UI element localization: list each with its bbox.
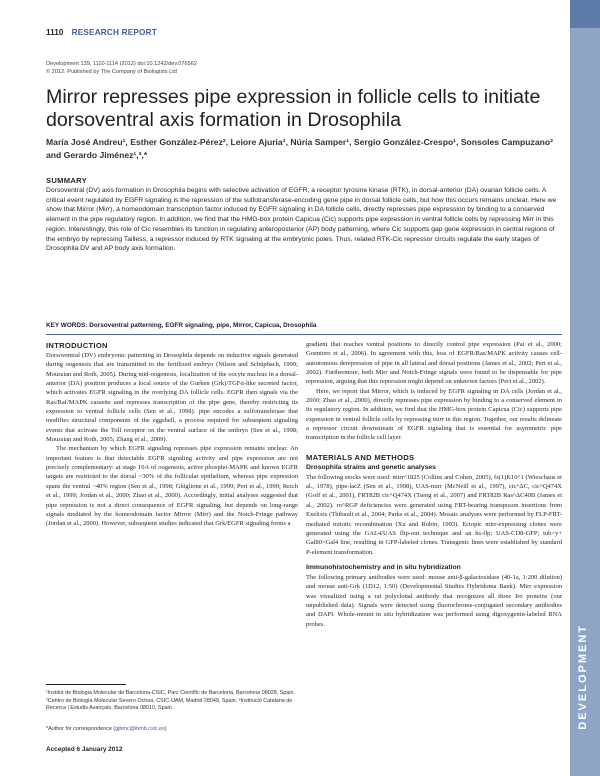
correspondence-email-link[interactable]: gjbmc@ibmb.csic.es <box>115 726 165 732</box>
methods-subheading-2: Immunohistochemistry and in situ hybridization <box>306 563 461 571</box>
sidebar-label: DEVELOPMENT <box>577 624 589 730</box>
right-column <box>306 340 562 629</box>
page-number: 1110 <box>46 28 64 37</box>
left-column <box>46 340 298 529</box>
correspondence-suffix: ) <box>164 726 167 732</box>
journal-sidebar <box>570 0 600 776</box>
page-header <box>46 28 157 37</box>
summary-text: Dorsoventral (DV) axis formation in Drosophila begins with selective activation of EGFR, a receptor tyrosine kinase (RTK), in dorsal-anterior (DA) ovarian follicle cells. A critical event regulated by EGFR signaling is the repression of the sulfotransferase-encoding gene pipe in dorsal follicle cells, but how this occurs remains unclear. Here we show that Mirror (Mirr), a homeodomain transcription factor induced by EGFR signaling in DA follicle cells, directly represses pipe expression by binding to a conserved element in the pipe regulatory region. In addition, we find that the HMG-box protein Capicua (Cic) supports pipe expression in ventral follicle cells by repressing Mirr in this region. Interestingly, this role of Cic resembles its function in regulating anteroposterior (AP) body patterning, where Cic supports gap gene expression in central regions of the embryo by repressing Tailless, a repressor induced by RTK signaling at the embryonic poles. Thus, related RTK-Cic repressor circuits regulate the early stages of Drosophila DV and AP body axis formation. <box>46 187 557 253</box>
author-list: María José Andreu¹, Esther González-Pérez², Leiore Ajuria¹, Núria Samper¹, Sergio González-Crespo¹, Sonsoles Campuzano² and Gerardo Jiménez¹,³,* <box>46 137 553 160</box>
copyright-line: © 2012. Published by The Company of Biologists Ltd <box>46 69 177 75</box>
section-divider <box>46 334 562 335</box>
accepted-date: Accepted 6 January 2012 <box>46 746 123 753</box>
intro-heading: INTRODUCTION <box>46 341 108 350</box>
methods-paragraph-1: The following stocks were used: mirr^1825 (Collins and Cohen, 2005), fs(1)K10^1 (Wieschaus et al., 1978), pipe-lacZ (Sen et al., 1998), UAS-mirr (McNeill et al., 1997), cic^ΔC, cic^Q474X (Goff et al., 2001), FRT82B cic^Q474X (Tseng et al., 2007) and FRT82B Ras^ΔC40B (James et al., 2002). ro^RGP deficiencies were generated using FRT-bearing transposon insertions from Exelixis (Thibault et al., 2004; Parks et al., 2004). Mosaic analyses were performed by FLP-FRT-mediated mitotic recombination (Xu and Rubin, 1993). Ectopic mirr-expressing clones were generated using the GAL4/UAS flip-out technique and an hs-flp; UAS-CD8-GFP; tub>y+ Gal80>Gal4 line, resulting in GFP-labeled clones. Transgenic lines were established by standard P-element transformation. <box>306 473 562 556</box>
intro-paragraph-1: Dorsoventral (DV) embryonic patterning in Drosophila depends on inductive signals generated during oogenesis that are transmitted to the fertilized embryo (Nilson and Schüpbach, 1999; Moussian and Roth, 2005). During mid-oogenesis, localization of the oocyte nucleus in a dorsal-anterior (DA) position produces a local source of the Gurken (Grk)/TGFα-like secreted factor, which activates EGFR signaling in the overlying DA follicle cells. EGFR then signals via the Ras/Raf/MAPK cassette and represses transcription of the pipe gene, thereby restricting its expression to ventral follicle cells (Sen et al., 1998). pipe encodes a sulfotransferase that modifies structural components of the eggshell, a process required for subsequent signaling events that activate the Toll receptor on the ventral surface of the embryo (Sen et al., 1998; Moussian and Roth, 2005; Zhang et al., 2009). <box>46 352 298 444</box>
footnote-rule <box>46 684 126 685</box>
correspondence-prefix: *Author for correspondence ( <box>46 726 116 732</box>
methods-heading: MATERIALS AND METHODS <box>306 452 415 462</box>
methods-paragraph-2: The following primary antibodies were used: mouse anti-β-galactosidase (40-1a, 1:200 dilution) and mouse anti-Grk (1D12, 1:50) (Developmental Studies Hybridoma Bank). Mirr expression was visualized using a rat polyclonal antibody that recognizes all three Iro proteins (our unpublished data). Signals were detected using fluorochrome-conjugated secondary antibodies and DAPI. Whole-mount in situ hybridization was performed using digoxygenin-labeled RNA probes. <box>306 573 562 628</box>
intro-paragraph-4: Here, we report that Mirror, which is induced by EGFR signaling in DA cells (Jordan et al., 2000; Zhao et al., 2000), directly represses pipe expression by binding to a conserved element in its regulatory region. In addition, we find that the HMG-box protein Capicua (Cic) supports pipe expression in ventral follicle cells by repressing mirr in this region. Together, our results delineate a repressor circuit downstream of EGFR signaling that is essential for asymmetric pipe transcription in the follicle cell layer. <box>306 387 562 442</box>
methods-subheading-1: Drosophila strains and genetic analyses <box>306 463 436 471</box>
keywords: KEY WORDS: Dorsoventral patterning, EGFR signaling, pipe, Mirror, Capicua, Drosophila <box>46 322 317 329</box>
citation-line: Development 139, 1110-1114 (2012) doi:10.1242/dev.076562 <box>46 61 197 67</box>
correspondence <box>46 726 296 734</box>
sidebar-top-block <box>570 0 600 28</box>
article-title: Mirror represses pipe expression in follicle cells to initiate dorsoventral axis formation in Drosophila <box>46 86 541 131</box>
affiliations: ¹Institut de Biologia Molecular de Barcelona-CSIC, Parc Científic de Barcelona, Barcelona 08028, Spain. ²Centro de Biología Molecular Severo Ochoa, CSIC-UAM, Madrid 28049, Spain. ³Institució Catalana de Recerca i Estudis Avançats, Barcelona 08010, Spain. <box>46 690 296 712</box>
article-meta <box>46 60 546 76</box>
section-label: RESEARCH REPORT <box>71 28 157 37</box>
summary-heading: SUMMARY <box>46 176 88 185</box>
intro-paragraph-3: gradient that reaches ventral positions to directly control pipe expression (Pai et al., 2000; Goentoro et al., 2006). In agreement with this, loss of EGFR/Ras/MAPK activity causes cell-autonomous derepression of pipe in all lateral and dorsal positions (James et al., 2002; Peri et al., 2002). Furthermore, both Mirr and Notch-Fringe signals were found to be dispensable for pipe repression, arguing that this repression might depend on unknown factors (Peri et al., 2002). <box>306 341 562 386</box>
intro-paragraph-2: The mechanism by which EGFR signaling represses pipe expression remains unclear. An important feature is that detectable EGFR signaling activity and pipe expression are not precisely complementary: at stage 10A of oogenesis, active phospho-MAPK and known EGFR targets are restricted to the dorsal ~30% of the follicular epithelium, whereas pipe expression spans the ventral ~40% region (Sen et al., 1998; Ghiglione et al., 1999; Peri et al., 1999; Reich et al., 1999; Jordan et al., 2000; Zhao et al., 2000). Accordingly, initial analyses suggested that pipe repression is not a direct consequence of EGFR signaling, but depends on long-range signals mediated by the homeodomain factor Mirror (Mirr) and the Notch-Fringe pathway (Jordan et al., 2000). However, subsequent studies indicated that Grk/EGFR signaling forms a <box>46 445 298 528</box>
